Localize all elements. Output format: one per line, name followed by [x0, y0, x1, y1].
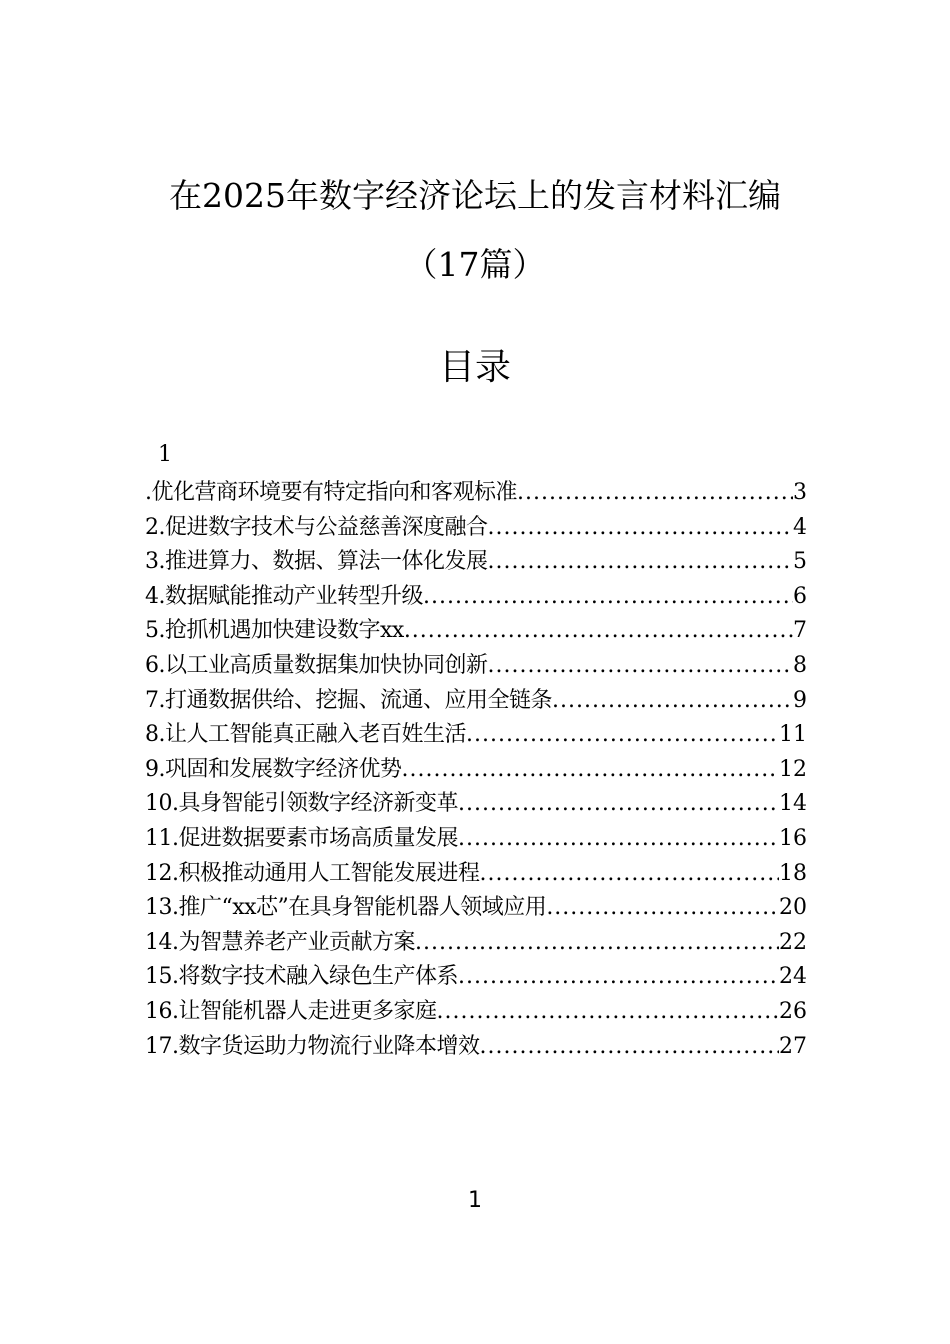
toc-leader-dots [458, 822, 779, 857]
toc-entry-page: 27 [779, 1033, 807, 1059]
toc-entry[interactable] [145, 614, 807, 649]
toc-leader-dots [488, 649, 794, 684]
toc-entry[interactable] [145, 476, 807, 511]
toc-entry-page: 7 [793, 618, 807, 644]
toc-first-item-number: 1 [158, 442, 172, 467]
toc-entry[interactable] [145, 684, 807, 719]
toc-entry-page: 9 [793, 687, 807, 713]
toc-entry-title: 3.推进算力、数据、算法一体化发展 [145, 549, 488, 575]
toc-leader-dots [552, 684, 793, 719]
toc-leader-dots [480, 1030, 780, 1065]
toc-entry-page: 4 [793, 514, 807, 540]
toc-entry[interactable] [145, 857, 807, 892]
toc-leader-dots [466, 718, 779, 753]
toc-entry[interactable] [145, 511, 807, 546]
toc-leader-dots [546, 891, 779, 926]
toc-entry-title: 7.打通数据供给、挖掘、流通、应用全链条 [145, 687, 552, 713]
toc-entry-page: 11 [779, 722, 807, 748]
toc-entry-title: 15.将数字技术融入绿色生产体系 [145, 964, 458, 990]
toc-entry[interactable] [145, 718, 807, 753]
toc-entry-page: 6 [793, 583, 807, 609]
toc-entry[interactable] [145, 580, 807, 615]
toc-entry-page: 8 [793, 652, 807, 678]
toc-entry-title: 12.积极推动通用人工智能发展进程 [145, 860, 480, 886]
table-of-contents [145, 476, 807, 1064]
document-title: 在2025年数字经济论坛上的发言材料汇编 [169, 176, 781, 215]
toc-entry[interactable] [145, 822, 807, 857]
toc-leader-dots [423, 580, 793, 615]
toc-entry[interactable] [145, 753, 807, 788]
toc-leader-dots [415, 926, 779, 961]
toc-heading: 目录 [438, 347, 511, 388]
toc-leader-dots [517, 476, 793, 511]
toc-entry-page: 20 [779, 895, 807, 921]
toc-entry-page: 16 [779, 825, 807, 851]
toc-entry[interactable] [145, 891, 807, 926]
toc-entry-page: 14 [779, 791, 807, 817]
toc-entry-page: 18 [779, 860, 807, 886]
toc-entry-title: 4.数据赋能推动产业转型升级 [145, 583, 423, 609]
toc-entry-title: 13.推广“xx芯”在具身智能机器人领域应用 [145, 895, 547, 921]
toc-leader-dots [458, 787, 779, 822]
toc-leader-dots [458, 960, 779, 995]
toc-entry-page: 22 [779, 929, 807, 955]
toc-entry[interactable] [145, 545, 807, 580]
toc-entry-title: 6.以工业高质量数据集加快协同创新 [145, 652, 488, 678]
toc-leader-dots [402, 753, 780, 788]
toc-entry-title: 14.为智慧养老产业贡献方案 [145, 929, 415, 955]
toc-entry-page: 12 [779, 756, 807, 782]
toc-entry-page: 26 [779, 998, 807, 1024]
toc-entry-title: 5.抢抓机遇加快建设数字xx [145, 618, 404, 644]
toc-entry-page: 5 [793, 549, 807, 575]
toc-entry[interactable] [145, 787, 807, 822]
toc-entry-title: 9.巩固和发展数字经济优势 [145, 756, 402, 782]
toc-entry-title: 10.具身智能引领数字经济新变革 [145, 791, 458, 817]
toc-entry-title: 2.促进数字技术与公益慈善深度融合 [145, 514, 488, 540]
toc-entry-title: 16.让智能机器人走进更多家庭 [145, 998, 437, 1024]
toc-entry-page: 24 [779, 964, 807, 990]
toc-leader-dots [480, 857, 780, 892]
toc-leader-dots [488, 511, 794, 546]
toc-entry[interactable] [145, 995, 807, 1030]
toc-entry[interactable] [145, 649, 807, 684]
toc-leader-dots [404, 614, 793, 649]
toc-entry[interactable] [145, 926, 807, 961]
toc-entry-page: 3 [793, 480, 807, 505]
toc-entry-title: 8.让人工智能真正融入老百姓生活 [145, 722, 466, 748]
toc-entry-title: .优化营商环境要有特定指向和客观标准 [145, 480, 517, 505]
toc-leader-dots [437, 995, 780, 1030]
toc-entry[interactable] [145, 1030, 807, 1065]
toc-entry-title: 17.数字货运助力物流行业降本增效 [145, 1033, 480, 1059]
toc-entry[interactable] [145, 960, 807, 995]
toc-entry-title: 11.促进数据要素市场高质量发展 [145, 825, 458, 851]
document-subtitle: （17篇） [404, 245, 546, 284]
page-number: 1 [468, 1188, 482, 1213]
toc-leader-dots [488, 545, 794, 580]
